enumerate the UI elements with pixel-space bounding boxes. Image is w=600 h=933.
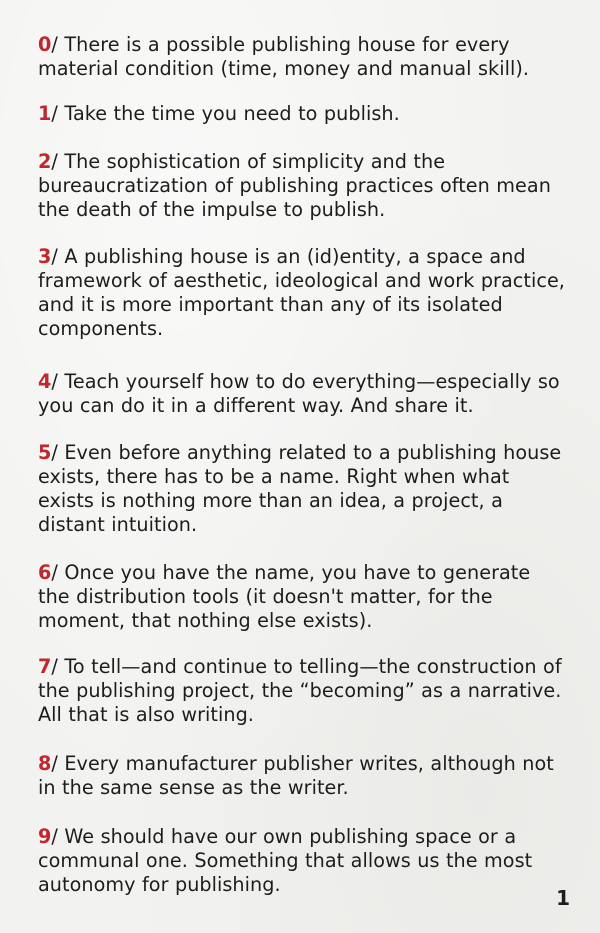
- rule-8: [38, 752, 568, 800]
- rule-number: 5: [38, 441, 52, 464]
- rule-slash: /: [51, 752, 58, 775]
- rule-number: 6: [38, 561, 52, 584]
- rule-text: There is a possible publishing house for every material condition (time, money and manual skill).: [38, 33, 530, 80]
- page-number: 1: [556, 886, 570, 910]
- rule-text: The sophistication of simplicity and the bureaucratization of publishing practices often mean the death of the impulse to publish.: [38, 150, 551, 221]
- rule-number: 4: [38, 370, 52, 393]
- rule-number: 1: [38, 102, 52, 125]
- rule-slash: /: [51, 441, 58, 464]
- rule-text: Teach yourself how to do everything—especially so you can do it in a different way. And share it.: [38, 370, 560, 417]
- rule-7: [38, 655, 568, 727]
- rule-number: 8: [38, 752, 52, 775]
- rule-text: Take the time you need to publish.: [57, 102, 400, 125]
- rule-number: 2: [38, 150, 52, 173]
- rule-slash: /: [51, 33, 58, 56]
- rule-6: [38, 561, 568, 633]
- rule-3: [38, 245, 568, 341]
- rule-9: [38, 825, 568, 897]
- rule-5: [38, 441, 568, 537]
- rule-slash: /: [51, 245, 58, 268]
- rule-slash: /: [51, 561, 58, 584]
- rule-number: 7: [38, 655, 52, 678]
- rule-number: 3: [38, 245, 52, 268]
- rule-text: To tell—and continue to telling—the construction of the publishing project, the “becoming” as a narrative. All that is also writing.: [38, 655, 562, 726]
- rule-4: [38, 370, 568, 418]
- rule-number: 0: [38, 33, 52, 56]
- rule-slash: /: [51, 655, 58, 678]
- rule-text: Once you have the name, you have to generate the distribution tools (it doesn't matter, for the moment, that nothing else exists).: [38, 561, 531, 632]
- rule-text: A publishing house is an (id)entity, a space and framework of aesthetic, ideological and work practice, and it is more important than any of its isolated components.: [38, 245, 565, 340]
- rule-slash: /: [51, 102, 58, 125]
- rule-slash: /: [51, 370, 58, 393]
- rule-2: [38, 150, 568, 222]
- rule-text: Even before anything related to a publishing house exists, there has to be a name. Right when what exists is nothing more than an idea, a project, a distant intuition.: [38, 441, 562, 536]
- rule-text: We should have our own publishing space or a communal one. Something that allows us the most autonomy for publishing.: [38, 825, 533, 896]
- rule-slash: /: [51, 825, 58, 848]
- rule-0: [38, 33, 568, 81]
- rule-slash: /: [51, 150, 58, 173]
- rule-number: 9: [38, 825, 52, 848]
- rule-text: Every manufacturer publisher writes, although not in the same sense as the writer.: [38, 752, 554, 799]
- rule-1: [38, 102, 568, 126]
